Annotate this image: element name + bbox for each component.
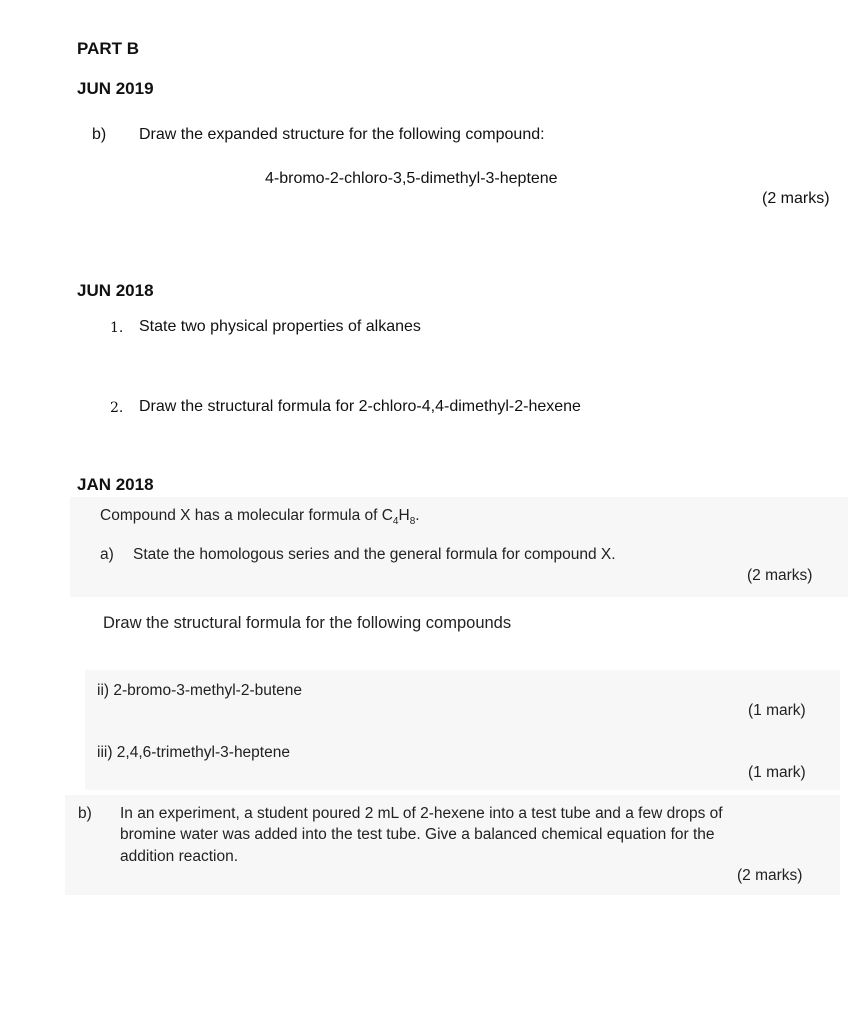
sub-question: ii) 2-bromo-3-methyl-2-butene: [97, 682, 303, 699]
jun-2019-heading: JUN 2019: [77, 79, 154, 98]
question-text-line: bromine water was added into the test tube. Give a balanced chemical equation for the: [120, 826, 715, 843]
question-text-line: addition reaction.: [120, 848, 239, 865]
marks: (1 mark): [748, 764, 806, 781]
marks: (2 marks): [737, 867, 803, 884]
question-text-line: In an experiment, a student poured 2 mL of 2-hexene into a test tube and a few drops of: [120, 805, 723, 822]
marks: (1 mark): [748, 702, 806, 719]
compound-intro: Compound X has a molecular formula of $C_4H_8$.: [100, 507, 420, 528]
sub-question: iii) 2,4,6-trimethyl-3-heptene: [97, 744, 290, 761]
instruction-text: Draw the structural formula for the following compounds: [103, 614, 512, 632]
jan-2018-heading: JAN 2018: [77, 475, 154, 494]
jun-2018-heading: JUN 2018: [77, 281, 154, 300]
compound-name: 4-bromo-2-chloro-3,5-dimethyl-3-heptene: [265, 170, 558, 187]
question-number: 1.: [110, 320, 124, 336]
marks: (2 marks): [762, 190, 830, 207]
marks: (2 marks): [747, 567, 813, 584]
question-text: Draw the structural formula for 2-chloro-4,4-dimethyl-2-hexene: [139, 398, 581, 415]
question-text: State the homologous series and the general formula for compound X.: [133, 546, 616, 563]
question-text: State two physical properties of alkanes: [139, 318, 421, 335]
question-number: 2.: [110, 400, 124, 416]
part-heading: PART B: [77, 39, 140, 58]
question-label: b): [92, 126, 107, 143]
question-label: a): [100, 546, 114, 563]
question-label: b): [78, 805, 92, 822]
question-text: Draw the expanded structure for the following compound:: [139, 126, 545, 143]
